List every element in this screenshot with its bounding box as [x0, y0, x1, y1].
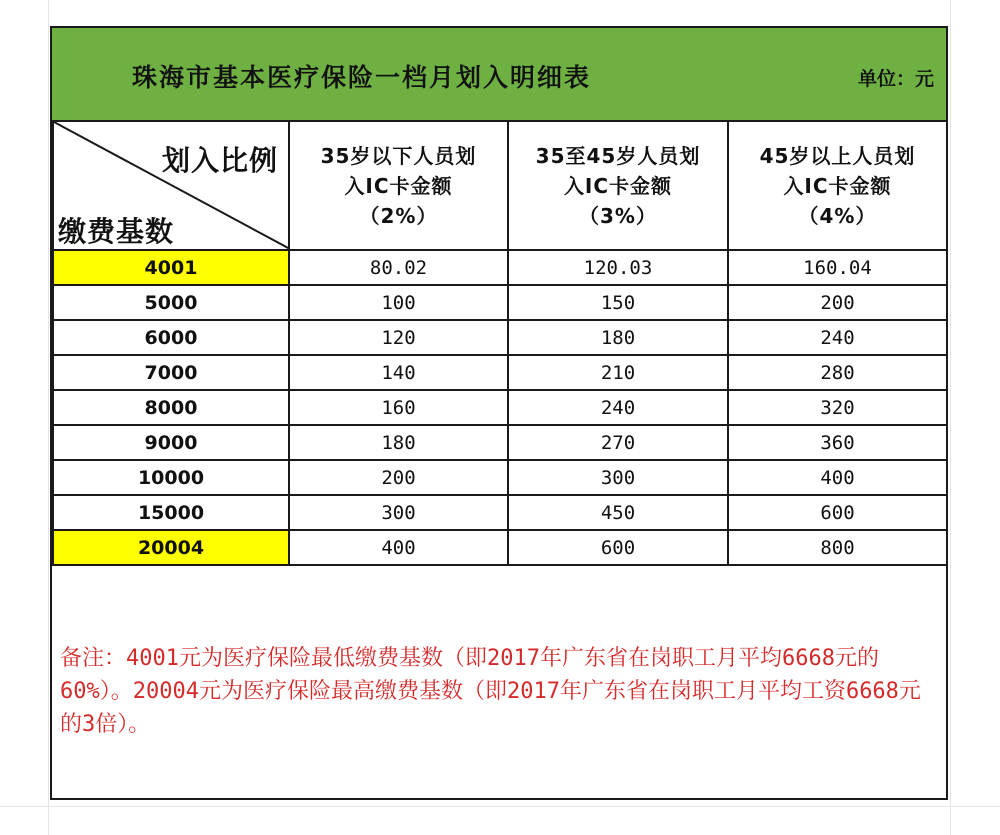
amount-cell: 800 [728, 530, 947, 565]
column-header-35-to-45 [508, 121, 728, 250]
amount-cell: 120.03 [508, 250, 728, 285]
ratio-label: 划入比例 [161, 144, 278, 177]
note-area [52, 584, 946, 798]
amount-cell: 140 [289, 355, 508, 390]
table-title: 珠海市基本医疗保险一档月划入明细表 [132, 63, 592, 92]
amount-cell: 200 [289, 460, 508, 495]
amount-cell: 210 [508, 355, 728, 390]
amount-cell: 200 [728, 285, 947, 320]
table-row [53, 495, 947, 530]
title-bar [52, 28, 946, 122]
column-header-line: 入IC卡金额 [783, 173, 892, 198]
column-header-line: 入IC卡金额 [563, 173, 673, 198]
column-header-line: （2%） [359, 203, 438, 228]
amount-cell: 600 [508, 530, 728, 565]
base-cell: 7000 [53, 355, 289, 390]
base-cell: 6000 [53, 320, 289, 355]
column-header-line: （3%） [579, 203, 657, 228]
column-header-under-35 [289, 121, 508, 250]
column-header-line: （4%） [798, 203, 877, 228]
amount-cell: 150 [508, 285, 728, 320]
note-text: 备注：4001元为医疗保险最低缴费基数（即2017年广东省在岗职工月平均6668元的60%）。20004元为医疗保险最高缴费基数（即2017年广东省在岗职工月平均工资6668元的3倍）。 [60, 646, 921, 737]
base-cell: 20004 [53, 530, 289, 565]
amount-cell: 80.02 [289, 250, 508, 285]
amount-cell: 240 [728, 320, 947, 355]
amount-cell: 180 [508, 320, 728, 355]
amount-cell: 450 [508, 495, 728, 530]
grid-line [0, 806, 1000, 807]
grid-line [950, 0, 951, 835]
amount-cell: 100 [289, 285, 508, 320]
amount-cell: 240 [508, 390, 728, 425]
column-header-line: 45岁以上人员划 [759, 143, 916, 168]
table-row [53, 320, 947, 355]
amount-cell: 160 [289, 390, 508, 425]
column-header-line: 35岁以下人员划 [320, 143, 477, 168]
column-header-line: 入IC卡金额 [344, 173, 453, 198]
base-cell: 4001 [53, 250, 289, 285]
base-cell: 9000 [53, 425, 289, 460]
table-row [53, 460, 947, 495]
base-cell: 5000 [53, 285, 289, 320]
amount-cell: 280 [728, 355, 947, 390]
table-row [53, 250, 947, 285]
amount-cell: 120 [289, 320, 508, 355]
amount-cell: 400 [289, 530, 508, 565]
base-cell: 8000 [53, 390, 289, 425]
header-row [53, 121, 947, 250]
corner-header-cell [53, 121, 289, 250]
amount-cell: 400 [728, 460, 947, 495]
column-header-line: 35至45岁人员划 [535, 143, 701, 168]
base-cell: 10000 [53, 460, 289, 495]
amount-cell: 600 [728, 495, 947, 530]
amount-cell: 270 [508, 425, 728, 460]
amount-cell: 300 [508, 460, 728, 495]
table-row [53, 425, 947, 460]
amount-cell: 300 [289, 495, 508, 530]
table-row [53, 285, 947, 320]
amount-cell: 180 [289, 425, 508, 460]
unit-label: 单位：元 [857, 68, 934, 90]
table-row [53, 390, 947, 425]
detail-table [52, 120, 948, 566]
amount-cell: 160.04 [728, 250, 947, 285]
column-header-over-45 [728, 121, 947, 250]
amount-cell: 320 [728, 390, 947, 425]
base-label: 缴费基数 [58, 215, 175, 248]
table-row [53, 530, 947, 565]
grid-line [48, 0, 49, 835]
table-row [53, 355, 947, 390]
amount-cell: 360 [728, 425, 947, 460]
spreadsheet-table [50, 26, 948, 800]
base-cell: 15000 [53, 495, 289, 530]
